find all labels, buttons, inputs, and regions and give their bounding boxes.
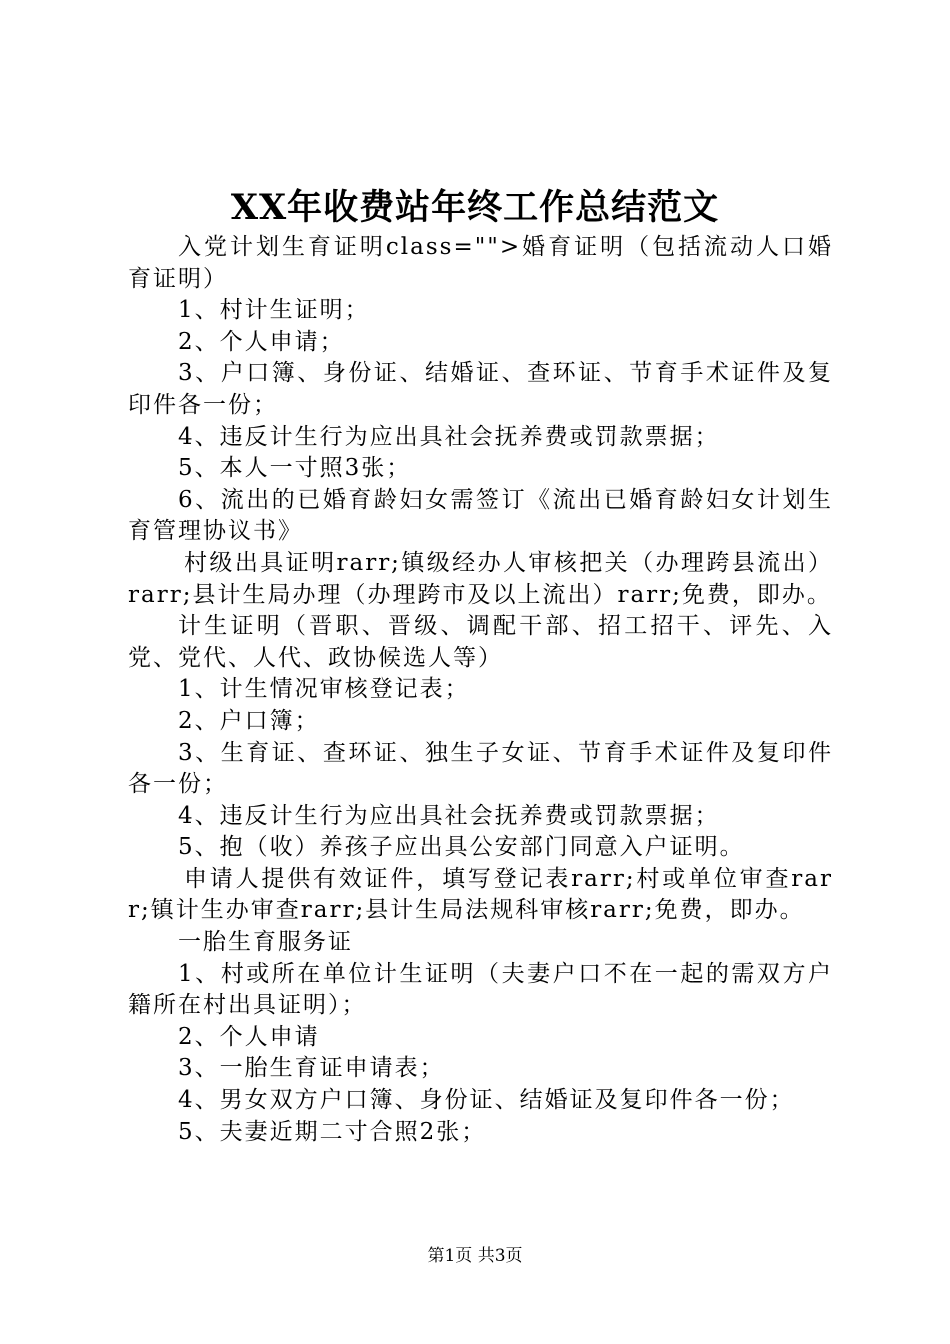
- paragraph: 4、违反计生行为应出具社会抚养费或罚款票据；: [178, 802, 720, 829]
- paragraph: 村级出具证明rarr;镇级经办人审核把关（办理跨县流出）rarr;县计生局办理（办理跨市及以上流出）rarr;免费，即办。: [128, 549, 833, 608]
- paragraph: 2、个人申请: [178, 1023, 320, 1050]
- paragraph: 3、户口簿、身份证、结婚证、查环证、节育手术证件及复印件各一份；: [128, 360, 833, 418]
- paragraph: 5、本人一寸照3张；: [178, 455, 412, 482]
- paragraph: 3、一胎生育证申请表；: [178, 1055, 445, 1082]
- page-number-footer: 第1页 共3页: [427, 1246, 523, 1266]
- paragraph: 3、生育证、查环证、独生子女证、节育手术证件及复印件各一份；: [128, 739, 833, 798]
- paragraph: 5、抱（收）养孩子应出具公安部门同意入户证明。: [178, 834, 745, 861]
- paragraph: 1、村计生证明；: [178, 297, 370, 324]
- paragraph: 2、户口簿；: [178, 707, 320, 734]
- paragraph: 入党计划生育证明class="">婚育证明（包括流动人口婚育证明）: [128, 234, 833, 292]
- paragraph: 申请人提供有效证件，填写登记表rarr;村或单位审查rarr;镇计生办审查rarr;县计生局法规科审核rarr;免费，即办。: [128, 865, 833, 924]
- paragraph: 计生证明（晋职、晋级、调配干部、招工招干、评先、入党、党代、人代、政协候选人等）: [128, 613, 833, 671]
- document-body: [128, 232, 833, 1148]
- paragraph: 6、流出的已婚育龄妇女需签订《流出已婚育龄妇女计划生育管理协议书》: [128, 486, 833, 545]
- paragraph: 2、个人申请；: [178, 328, 345, 355]
- paragraph: 4、违反计生行为应出具社会抚养费或罚款票据；: [178, 423, 720, 450]
- document-title: XX年收费站年终工作总结范文: [230, 187, 720, 228]
- paragraph: 4、男女双方户口簿、身份证、结婚证及复印件各一份；: [178, 1087, 795, 1114]
- paragraph: 1、村或所在单位计生证明（夫妻户口不在一起的需双方户籍所在村出具证明）；: [128, 960, 833, 1019]
- paragraph: 5、夫妻近期二寸合照2张；: [178, 1118, 487, 1145]
- paragraph: 1、计生情况审核登记表；: [178, 676, 470, 703]
- paragraph: 一胎生育服务证: [178, 929, 353, 956]
